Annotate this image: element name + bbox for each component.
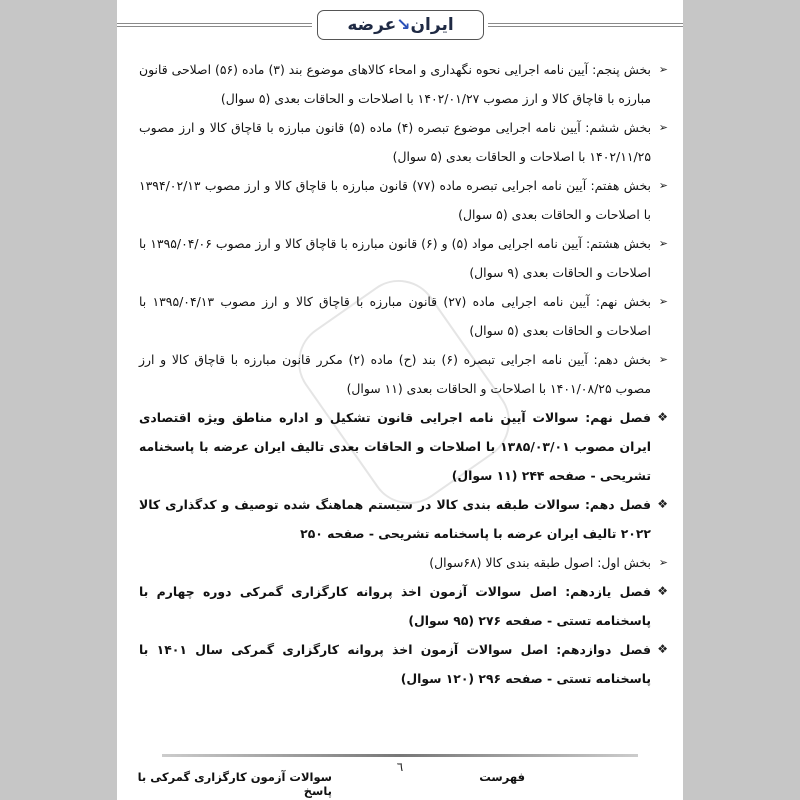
toc-section-item [139, 171, 668, 229]
toc-section-item [139, 229, 668, 287]
diamond-bullet-icon: ❖ [657, 642, 668, 656]
toc-section-item [139, 548, 668, 577]
toc-item-text: بخش اول: اصول طبقه بندی کالا (۶۸سوال) [429, 555, 651, 570]
arrow-bullet-icon: ➢ [658, 237, 668, 250]
toc-item-text: بخش ششم: آیین نامه اجرایی موضوع تبصره (۴) ماده (۵) قانون مبارزه با قاچاق کالا و ارز مصوب ۱۴۰۲/۱۱/۲۵ با اصلاحات و الحاقات بعدی (۵ سوال) [139, 120, 652, 164]
toc-item-text: بخش دهم: آیین نامه اجرایی تبصره (۶) بند (ح) ماده (۲) مکرر قانون مبارزه با قاچاق کالا و ارز مصوب ۱۴۰۱/۰۸/۲۵ با اصلاحات و الحاقات بعدی (۱۱ سوال) [139, 352, 651, 396]
toc-section-item [139, 113, 668, 171]
toc-item-text: فصل یازدهم: اصل سوالات آزمون اخذ پروانه کارگزاری گمرکی دوره چهارم با پاسخنامه تستی - صفحه ۲۷۶ (۹۵ سوال) [139, 584, 651, 628]
toc-chapter-item [139, 635, 668, 693]
toc-item-text: بخش پنجم: آیین نامه اجرایی نحوه نگهداری و امحاء کالاهای موضوع بند (۳) ماده (۵۶) اصلاحی قانون مبارزه با قاچاق کالا و ارز مصوب ۱۴۰۲/۰۱/۲۷ با اصلاحات و الحاقات بعدی (۵ سوال) [139, 62, 651, 106]
footer-book-title: سوالات آزمون کارگزاری گمرکی با پاسخ [137, 770, 332, 798]
toc-chapter-item [139, 577, 668, 635]
diamond-bullet-icon: ❖ [657, 410, 668, 424]
footer-section-name: فهرست [479, 770, 525, 784]
header-rule-right [488, 23, 683, 27]
toc-item-text: فصل نهم: سوالات آیین نامه اجرایی قانون تشکیل و اداره مناطق ویژه اقتصادی ایران مصوب ۱۳۸۵/۰۳/۰۱ با اصلاحات و الحاقات بعدی تالیف ایران عرضه با پاسخنامه تشریحی - صفحه ۲۴۴ (۱۱ سوال) [139, 410, 651, 483]
logo-text-arze: عرضه [347, 15, 397, 35]
arrow-bullet-icon: ➢ [658, 63, 668, 76]
page-number: ٦ [396, 760, 404, 774]
arrow-bullet-icon: ➢ [658, 295, 668, 308]
toc-section-item [139, 345, 668, 403]
diamond-bullet-icon: ❖ [657, 497, 668, 511]
toc-item-text: بخش هشتم: آیین نامه اجرایی مواد (۵) و (۶) قانون مبارزه با قاچاق کالا و ارز مصوب ۱۳۹۵/۰۴/۰۶ با اصلاحات و الحاقات بعدی (۹ سوال) [139, 236, 651, 280]
toc-item-text: بخش نهم: آیین نامه اجرایی ماده (۲۷) قانون مبارزه با قاچاق کالا و ارز مصوب ۱۳۹۵/۰۴/۱۳ با اصلاحات و الحاقات بعدی (۵ سوال) [139, 294, 651, 338]
arrow-bullet-icon: ➢ [658, 179, 668, 192]
header-rule-left [117, 23, 312, 27]
diamond-bullet-icon: ❖ [657, 584, 668, 598]
arrow-bullet-icon: ➢ [658, 556, 668, 569]
toc-chapter-item [139, 490, 668, 548]
toc-item-text: فصل دهم: سوالات طبقه بندی کالا در سیستم هماهنگ شده توصیف و کدگذاری کالا ۲۰۲۲ تالیف ایران عرضه با پاسخنامه تشریحی - صفحه ۲۵۰ [139, 497, 651, 541]
arrow-bullet-icon: ➢ [658, 121, 668, 134]
toc-chapter-item [139, 403, 668, 490]
toc-item-text: فصل دوازدهم: اصل سوالات آزمون اخذ پروانه کارگزاری گمرکی سال ۱۴۰۱ با پاسخنامه تستی - صفحه ۲۹۶ (۱۲۰ سوال) [139, 642, 651, 686]
document-page [117, 0, 683, 800]
iran-arze-logo [317, 10, 484, 40]
arrow-bullet-icon: ➢ [658, 353, 668, 366]
toc-section-item [139, 55, 668, 113]
footer-rule [162, 754, 638, 757]
toc-item-text: بخش هفتم: آیین نامه اجرایی تبصره ماده (۷۷) قانون مبارزه با قاچاق کالا و ارز مصوب ۱۳۹۴/۰۲/۱۳ با اصلاحات و الحاقات بعدی (۵ سوال) [139, 178, 651, 222]
logo-text-iran: ایران [410, 15, 454, 35]
logo-arrow-icon: ↘ [396, 15, 411, 35]
table-of-contents [139, 55, 668, 693]
toc-section-item [139, 287, 668, 345]
